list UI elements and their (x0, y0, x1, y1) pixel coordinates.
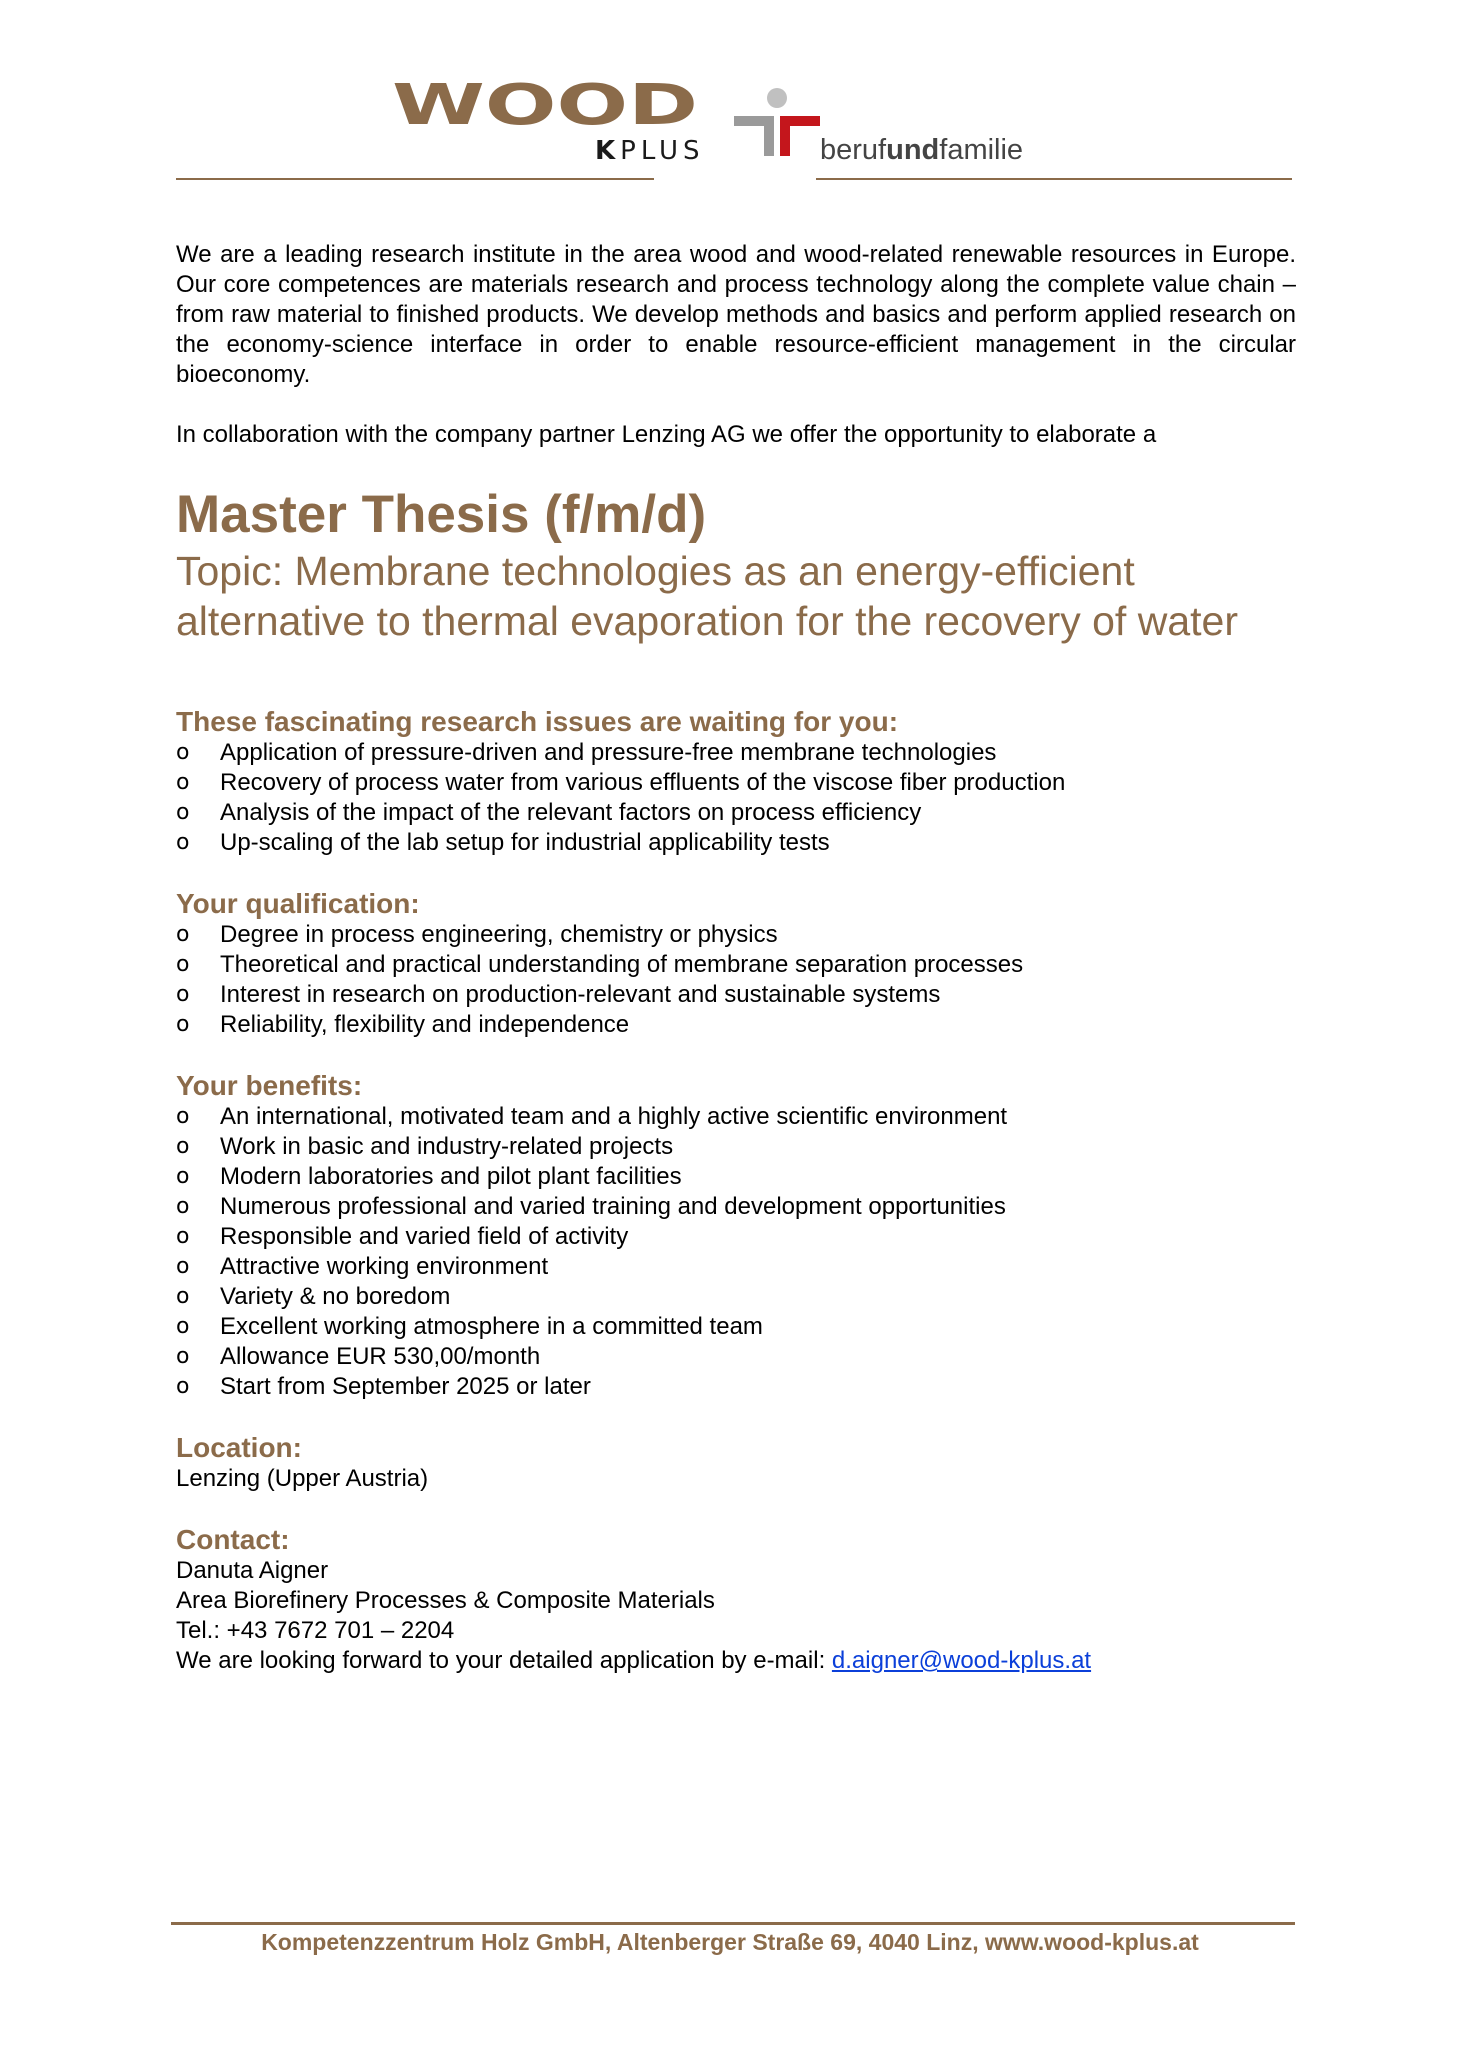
bullet-icon: o (176, 1164, 190, 1189)
benefits-heading: Your benefits: (176, 1070, 363, 1101)
list-item: o Application of pressure-driven and pressure-free membrane technologies (176, 739, 997, 766)
header (0, 0, 1460, 190)
research-section (176, 706, 1296, 858)
list-item: o An international, motivated team and a highly active scientific environment (176, 1103, 1008, 1130)
topic-line-2: alternative to thermal evaporation for the recovery of water (176, 598, 1238, 644)
contact-email-line: We are looking forward to your detailed application by e-mail: d.aigner@wood-kplus.at (176, 1647, 1092, 1674)
list-item: o Allowance EUR 530,00/month (176, 1343, 541, 1370)
contact-section (176, 1524, 1296, 1676)
benefits-section (176, 1070, 1296, 1402)
list-item: o Variety & no boredom (176, 1283, 451, 1310)
wood-kplus-logo (392, 80, 705, 170)
contact-phone: Tel.: +43 7672 701 – 2204 (176, 1617, 455, 1644)
bullet-icon: o (176, 1254, 190, 1279)
list-item: o Recovery of process water from various effluents of the viscose fiber production (176, 769, 1066, 796)
list-item: o Up-scaling of the lab setup for industrial applicability tests (176, 829, 830, 856)
document-body (176, 240, 1296, 1676)
qualification-list (176, 920, 1296, 1040)
contact-area: Area Biorefinery Processes & Composite Materials (176, 1587, 715, 1614)
bullet-icon: o (176, 1314, 190, 1339)
bullet-icon: o (176, 982, 190, 1007)
list-item: o Work in basic and industry-related projects (176, 1133, 674, 1160)
list-item: o Theoretical and practical understanding of membrane separation processes (176, 951, 1024, 978)
list-item: o Start from September 2025 or later (176, 1373, 591, 1400)
bullet-icon: o (176, 1224, 190, 1249)
berufundfamilie-icon (734, 84, 824, 164)
bullet-icon: o (176, 922, 190, 947)
bullet-icon: o (176, 800, 190, 825)
topic-line-1: Topic: Membrane technologies as an energy-efficient (176, 548, 1135, 594)
list-item: o Responsible and varied field of activity (176, 1223, 629, 1250)
bullet-icon: o (176, 1134, 190, 1159)
list-item: o Excellent working atmosphere in a committed team (176, 1313, 763, 1340)
list-item: o Modern laboratories and pilot plant facilities (176, 1163, 682, 1190)
list-item: o Interest in research on production-relevant and sustainable systems (176, 981, 941, 1008)
location-value: Lenzing (Upper Austria) (176, 1465, 429, 1492)
research-heading: These fascinating research issues are waiting for you: (176, 706, 899, 737)
bullet-icon: o (176, 770, 190, 795)
footer-address: Kompetenzzentrum Holz GmbH, Altenberger Straße 69, 4040 Linz, www.wood-kplus.at (261, 1929, 1199, 1955)
bullet-icon: o (176, 1104, 190, 1129)
bullet-icon: o (176, 1194, 190, 1219)
page-title: Master Thesis (f/m/d) (176, 485, 707, 544)
header-divider-right (816, 178, 1292, 180)
contact-name: Danuta Aigner (176, 1557, 329, 1584)
bullet-icon: o (176, 1374, 190, 1399)
collaboration-paragraph: In collaboration with the company partner Lenzing AG we offer the opportunity to elaborate a (176, 421, 1157, 448)
bullet-icon: o (176, 1012, 190, 1037)
list-item: o Attractive working environment (176, 1253, 549, 1280)
berufundfamilie-text: berufundfamilie (820, 134, 1024, 166)
berufundfamilie-logo (734, 84, 1054, 174)
list-item: o Degree in process engineering, chemistry or physics (176, 921, 778, 948)
wood-logo-text: WOOD (392, 80, 698, 132)
bullet-icon: o (176, 1284, 190, 1309)
bullet-icon: o (176, 830, 190, 855)
research-list (176, 738, 1296, 858)
bullet-icon: o (176, 1344, 190, 1369)
intro-paragraph: We are a leading research institute in the area wood and wood-related renewable resources in Europe. Our core competences are materials research and process technology along the complete value chain – from raw material to finished products. We develop methods and basics and perform applied research on the economy-science interface in order to enable resource-efficient management in the circular bioeconomy. (176, 241, 1296, 388)
qualification-section (176, 888, 1296, 1040)
benefits-list (176, 1102, 1296, 1402)
bullet-icon: o (176, 740, 190, 765)
footer-divider (171, 1922, 1295, 1925)
contact-heading: Contact: (176, 1524, 290, 1555)
list-item: o Analysis of the impact of the relevant factors on process efficiency (176, 799, 922, 826)
list-item: o Reliability, flexibility and independence (176, 1011, 630, 1038)
kplus-text: KPLUS (595, 136, 705, 166)
location-heading: Location: (176, 1432, 302, 1463)
header-divider-left (176, 178, 654, 180)
bullet-icon: o (176, 952, 190, 977)
email-link[interactable]: d.aigner@wood-kplus.at (831, 1647, 1092, 1674)
location-section (176, 1432, 1296, 1494)
qualification-heading: Your qualification: (176, 888, 420, 919)
list-item: o Numerous professional and varied training and development opportunities (176, 1193, 1006, 1220)
wood-logo-mark (392, 80, 702, 132)
